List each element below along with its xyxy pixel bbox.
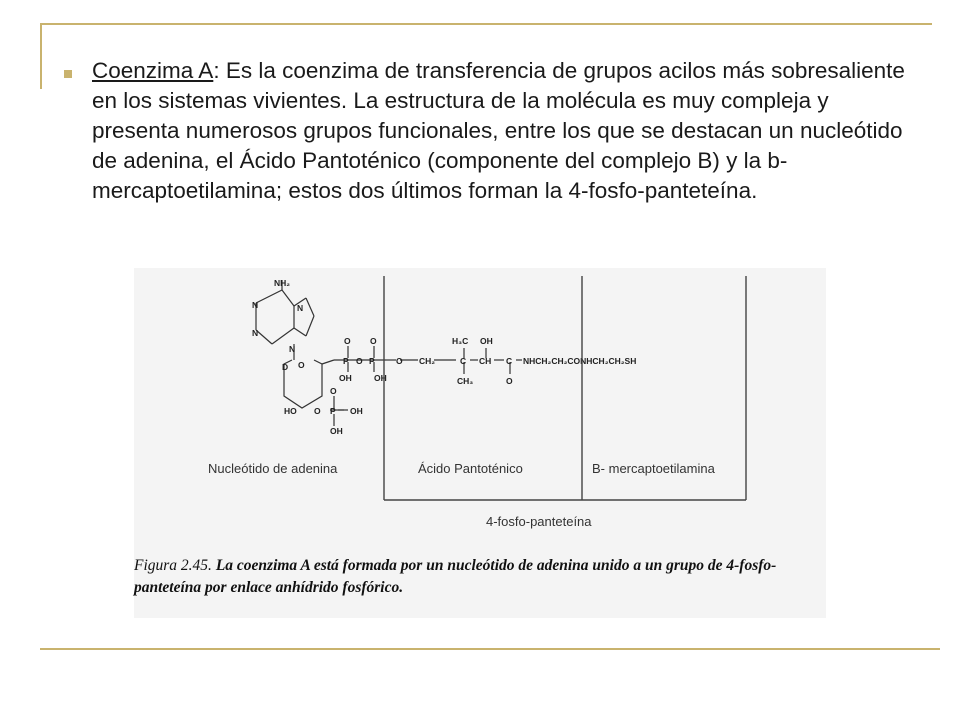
adenine-bond xyxy=(272,328,294,344)
adenine-bond xyxy=(282,290,294,306)
n-label: N xyxy=(252,328,259,338)
slide-top-rule xyxy=(40,23,932,25)
pantothenic-segment-label: Ácido Pantoténico xyxy=(418,461,523,476)
ribose-o-label: O xyxy=(298,360,305,370)
oh-label: OH xyxy=(339,373,352,383)
adenine-bond xyxy=(256,290,282,303)
phosphopantetheine-label: 4-fosfo-panteteína xyxy=(486,514,592,529)
adenine-segment-label: Nucleótido de adenina xyxy=(208,461,338,476)
c-label: C xyxy=(506,356,513,366)
c-label: C xyxy=(460,356,467,366)
mercapto-segment-label: B- mercaptoetilamina xyxy=(592,461,715,476)
o-label: O xyxy=(314,406,321,416)
adenine-bond xyxy=(294,328,306,336)
p-label: P xyxy=(330,406,336,416)
oh-label: OH xyxy=(330,426,343,436)
ho-label: HO xyxy=(284,406,297,416)
coenzima-a-term: Coenzima A xyxy=(92,58,214,83)
n-label: N xyxy=(252,300,259,310)
ribose-d-label: D xyxy=(282,362,289,372)
adenine-bond xyxy=(256,330,272,344)
figure-caption xyxy=(134,555,814,599)
h3c-label: H₃C xyxy=(452,336,469,346)
ribose-bond xyxy=(322,360,334,364)
bullet-body-text: : Es la coenzima de transferencia de grupos acilos más sobresaliente en los sistemas vivientes. La estructura de la molécula es muy compleja y presenta numerosos grupos funcionales, entre los que se destacan un nucleótido de adenina, el Ácido Pantoténico (componente del complejo B) y la b-mercaptoetilamina; estos dos últimos forman la 4-fosfo-panteteína. xyxy=(92,58,905,203)
o-label: O xyxy=(344,336,351,346)
n-label: N xyxy=(289,344,296,354)
adenine-bond xyxy=(306,316,314,336)
caption-text: La coenzima A está formada por un nucleótido de adenina unido a un grupo de 4-fosfo-panteteína por enlace anhídrido fosfórico. xyxy=(134,557,777,596)
ch2-label: CH₂ xyxy=(419,356,436,366)
bullet-paragraph xyxy=(92,56,922,206)
p-label: P xyxy=(343,356,349,366)
oh-label: OH xyxy=(374,373,387,383)
adenine-bond xyxy=(306,298,314,316)
o-label: O xyxy=(356,356,363,366)
o-label: O xyxy=(370,336,377,346)
bullet-marker xyxy=(64,70,72,78)
n-label: N xyxy=(297,303,304,313)
o-label: O xyxy=(330,386,337,396)
caption-label: Figura 2.45. xyxy=(134,557,212,574)
o-label: O xyxy=(506,376,513,386)
ch3-label: CH₃ xyxy=(457,376,474,386)
p-label: P xyxy=(369,356,375,366)
slide-left-rule xyxy=(40,23,42,89)
amide-chain-label: NHCH₂CH₂CONHCH₂CH₂SH xyxy=(523,356,637,366)
o-label: O xyxy=(396,356,403,366)
oh-label: OH xyxy=(480,336,493,346)
oh-label: OH xyxy=(350,406,363,416)
nh2-label: NH₂ xyxy=(274,278,291,288)
slide-bottom-rule xyxy=(40,648,940,650)
ch-label: CH xyxy=(479,356,492,366)
